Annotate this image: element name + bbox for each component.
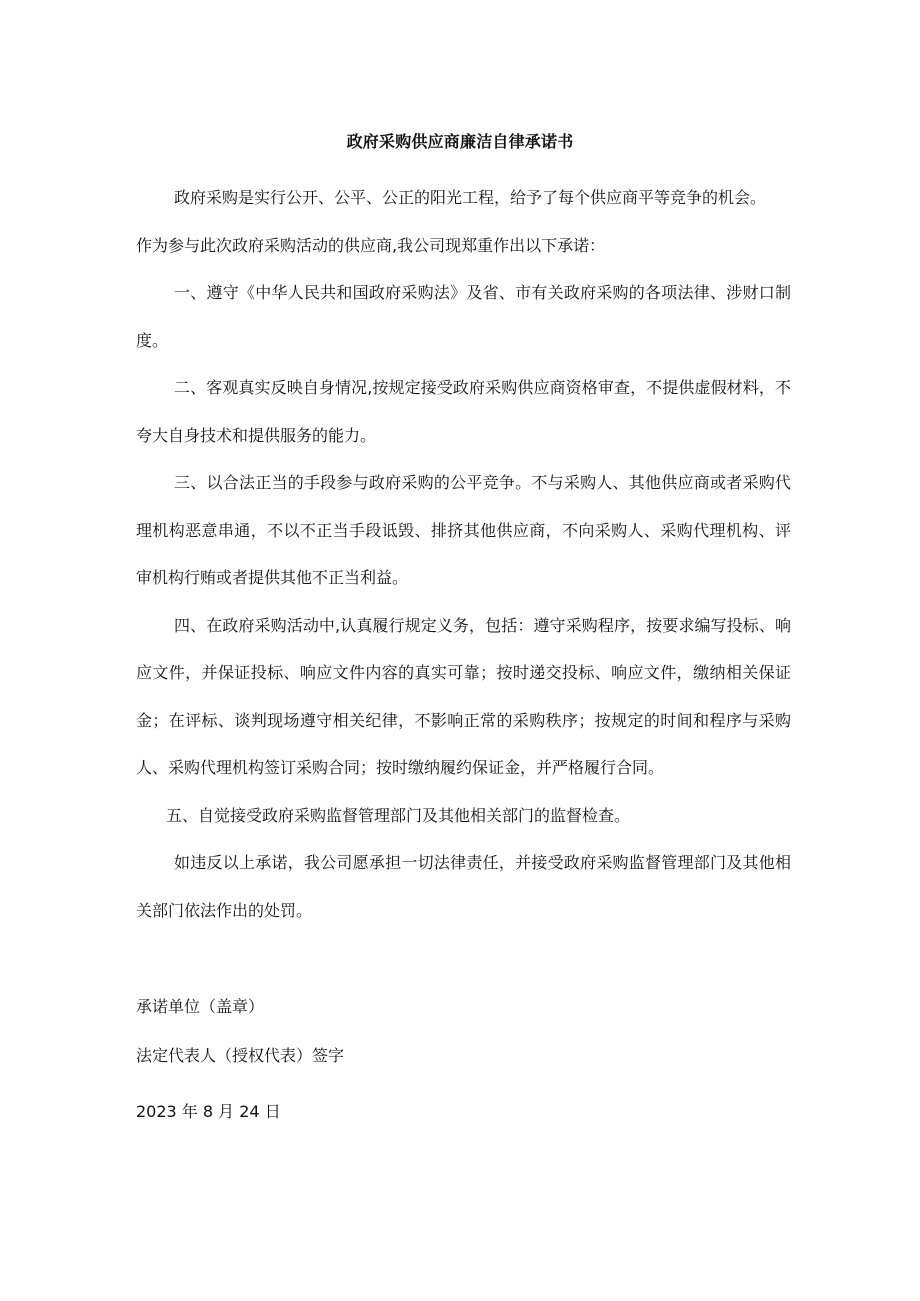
document-title: 政府采购供应商廉洁自律承诺书 [346,132,574,151]
paragraph-item-4: 四、在政府采购活动中,认真履行规定义务，包括：遵守采购程序，按要求编写投标、响应文件，并保证投标、响应文件内容的真实可靠；按时递交投标、响应文件，缴纳相关保证金；在评标、谈判现场遵守相关纪律，不影响正常的采购秩序；按规定的时间和程序与采购人、采购代理机构签订采购合同；按时缴纳履约保证金，并严格履行合同。 [136,615,791,777]
paragraph-item-1: 一、遵守《中华人民共和国政府采购法》及省、市有关政府采购的各项法律、涉财口制度。 [136,283,791,350]
document-body [136,174,791,934]
signature-representative-label: 法定代表人（授权代表）签字 [136,1046,345,1065]
paragraph-item-2: 二、客观真实反映自身情况,按规定接受政府采购供应商资格审查，不提供虚假材料，不夸大自身技术和提供服务的能力。 [136,378,791,445]
paragraph-item-3: 三、以合法正当的手段参与政府采购的公平竞争。不与采购人、其他供应商或者采购代理机构恶意串通，不以不正当手段诋毁、排挤其他供应商，不向采购人、采购代理机构、评审机构行贿或者提供其他不正当利益。 [136,473,791,587]
paragraph-item-5: 五、自觉接受政府采购监督管理部门及其他相关部门的监督检查。 [166,805,631,825]
signature-date: 2023 年 8 月 24 日 [136,1102,281,1121]
paragraph-commitment-lead: 作为参与此次政府采购活动的供应商,我公司现郑重作出以下承诺： [136,235,606,255]
paragraph-intro: 政府采购是实行公开、公平、公正的阳光工程，给予了每个供应商平等竞争的机会。 [174,188,767,207]
signature-unit-label: 承诺单位（盖章） [136,997,265,1016]
paragraph-liability: 如违反以上承诺，我公司愿承担一切法律责任，并接受政府采购监督管理部门及其他相关部门依法作出的处罚。 [136,853,791,920]
